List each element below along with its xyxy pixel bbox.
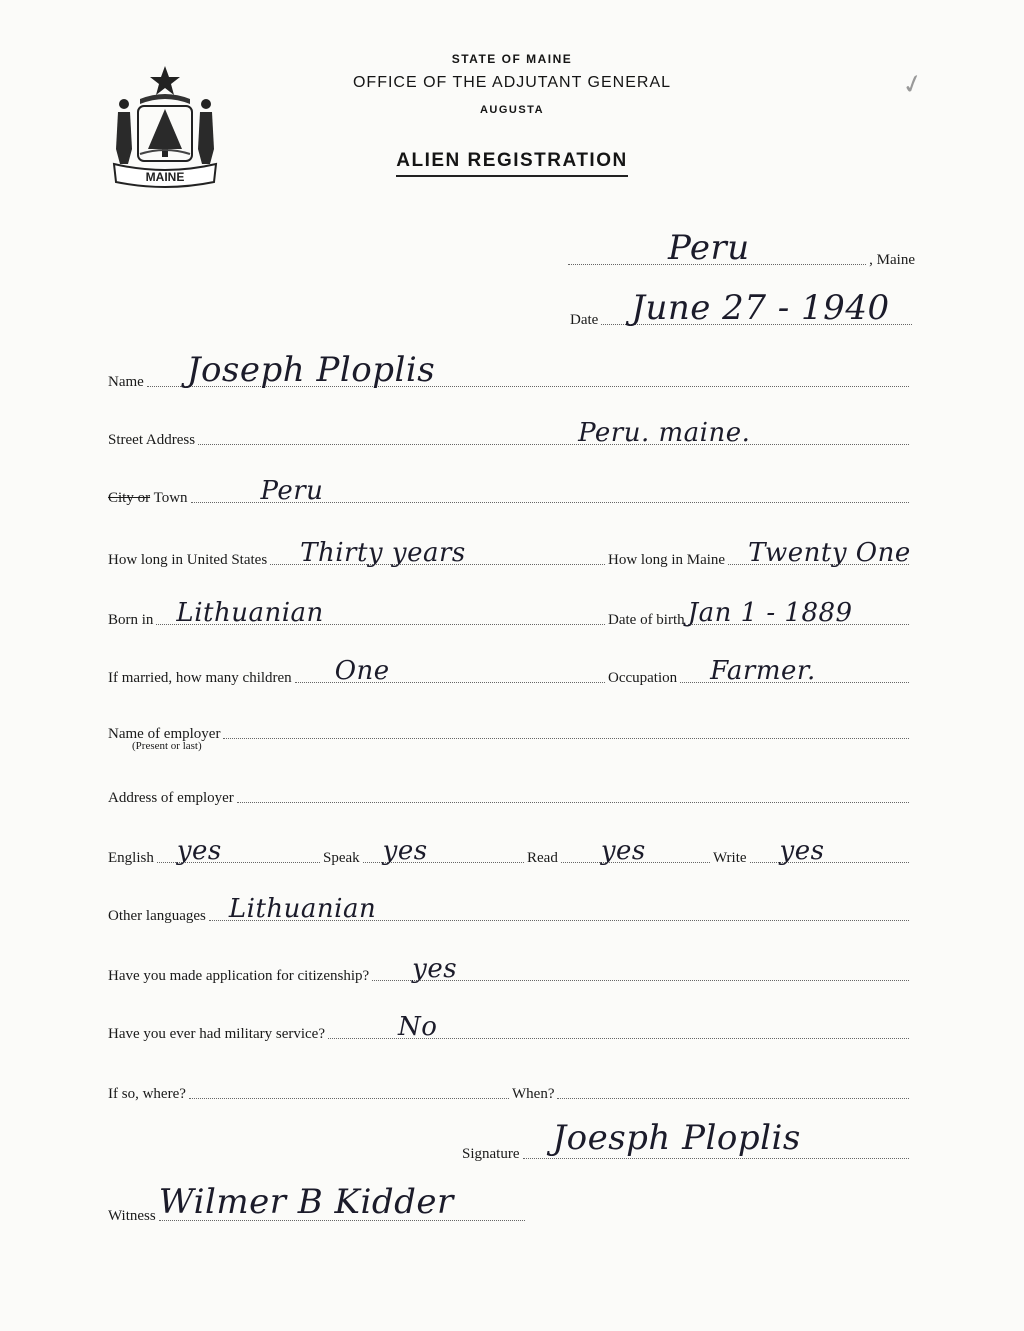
employer-address-row: Address of employer — [108, 768, 912, 808]
name-field[interactable]: Joseph Ploplis — [147, 348, 909, 387]
speak-field[interactable]: yes — [363, 824, 524, 863]
signature-field[interactable]: Joesph Ploplis — [523, 1120, 910, 1159]
how-long-us-field[interactable]: Thirty years — [270, 526, 605, 565]
date-of-birth-row: Date of birth Jan 1 - 1889 — [608, 590, 912, 630]
employer-row: Name of employer — [108, 704, 912, 744]
born-in-field[interactable]: Lithuanian — [156, 586, 605, 625]
occupation-field[interactable]: Farmer. — [680, 644, 909, 683]
street-row: Street Address Peru. maine. — [108, 410, 912, 450]
how-long-maine-row: How long in Maine Twenty One — [608, 530, 912, 570]
write-field[interactable]: yes — [750, 824, 909, 863]
employer-sublabel: (Present or last) — [132, 740, 202, 752]
date-field[interactable]: June 27 - 1940 — [601, 286, 912, 325]
employer-field[interactable] — [223, 700, 909, 739]
name-row: Name Joseph Ploplis — [108, 352, 912, 392]
english-field[interactable]: yes — [157, 824, 320, 863]
occupation-row: Occupation Farmer. — [608, 648, 912, 688]
town-row: City or Town Peru — [108, 468, 912, 508]
town-maine-row: Peru , Maine — [565, 230, 915, 270]
military-field[interactable]: No — [328, 1000, 909, 1039]
street-field[interactable]: Peru. maine. — [198, 406, 909, 445]
when-field[interactable] — [557, 1060, 909, 1099]
citizenship-row: Have you made application for citizenship? yes — [108, 946, 912, 986]
citizenship-field[interactable]: yes — [372, 942, 909, 981]
other-languages-row: Other languages Lithuanian — [108, 886, 912, 926]
signature-row: Signature Joesph Ploplis — [462, 1124, 912, 1164]
check-mark: ✓ — [898, 67, 928, 102]
military-row: Have you ever had military service? No — [108, 1004, 912, 1044]
write-row: Write yes — [713, 828, 912, 868]
form-title: ALIEN REGISTRATION — [0, 150, 1024, 172]
how-long-maine-field[interactable]: Twenty One — [728, 526, 909, 565]
city-heading: AUGUSTA — [479, 104, 545, 116]
children-row: If married, how many children One — [108, 648, 608, 688]
date-of-birth-field[interactable]: Jan 1 - 1889 — [688, 586, 909, 625]
office-heading: OFFICE OF THE ADJUTANT GENERAL — [352, 74, 672, 91]
how-long-us-row: How long in United States Thirty years — [108, 530, 608, 570]
where-row: If so, where? — [108, 1064, 512, 1104]
english-row: English yes — [108, 828, 323, 868]
read-field[interactable]: yes — [561, 824, 710, 863]
read-row: Read yes — [527, 828, 713, 868]
town-top-field[interactable]: Peru — [568, 226, 866, 265]
other-languages-field[interactable]: Lithuanian — [209, 882, 909, 921]
date-row: Date June 27 - 1940 — [570, 290, 915, 330]
town-field[interactable]: Peru — [191, 464, 909, 503]
born-in-row: Born in Lithuanian — [108, 590, 608, 630]
employer-address-field[interactable] — [237, 764, 909, 803]
witness-row: Witness Wilmer B Kidder — [108, 1186, 528, 1226]
where-field[interactable] — [189, 1060, 509, 1099]
witness-field[interactable]: Wilmer B Kidder — [159, 1182, 525, 1221]
state-heading: STATE OF MAINE — [451, 52, 573, 66]
maine-state-seal-icon — [110, 64, 220, 189]
speak-row: Speak yes — [323, 828, 527, 868]
children-field[interactable]: One — [295, 644, 605, 683]
when-row: When? — [512, 1064, 912, 1104]
seal-banner-text: MAINE — [145, 170, 185, 184]
